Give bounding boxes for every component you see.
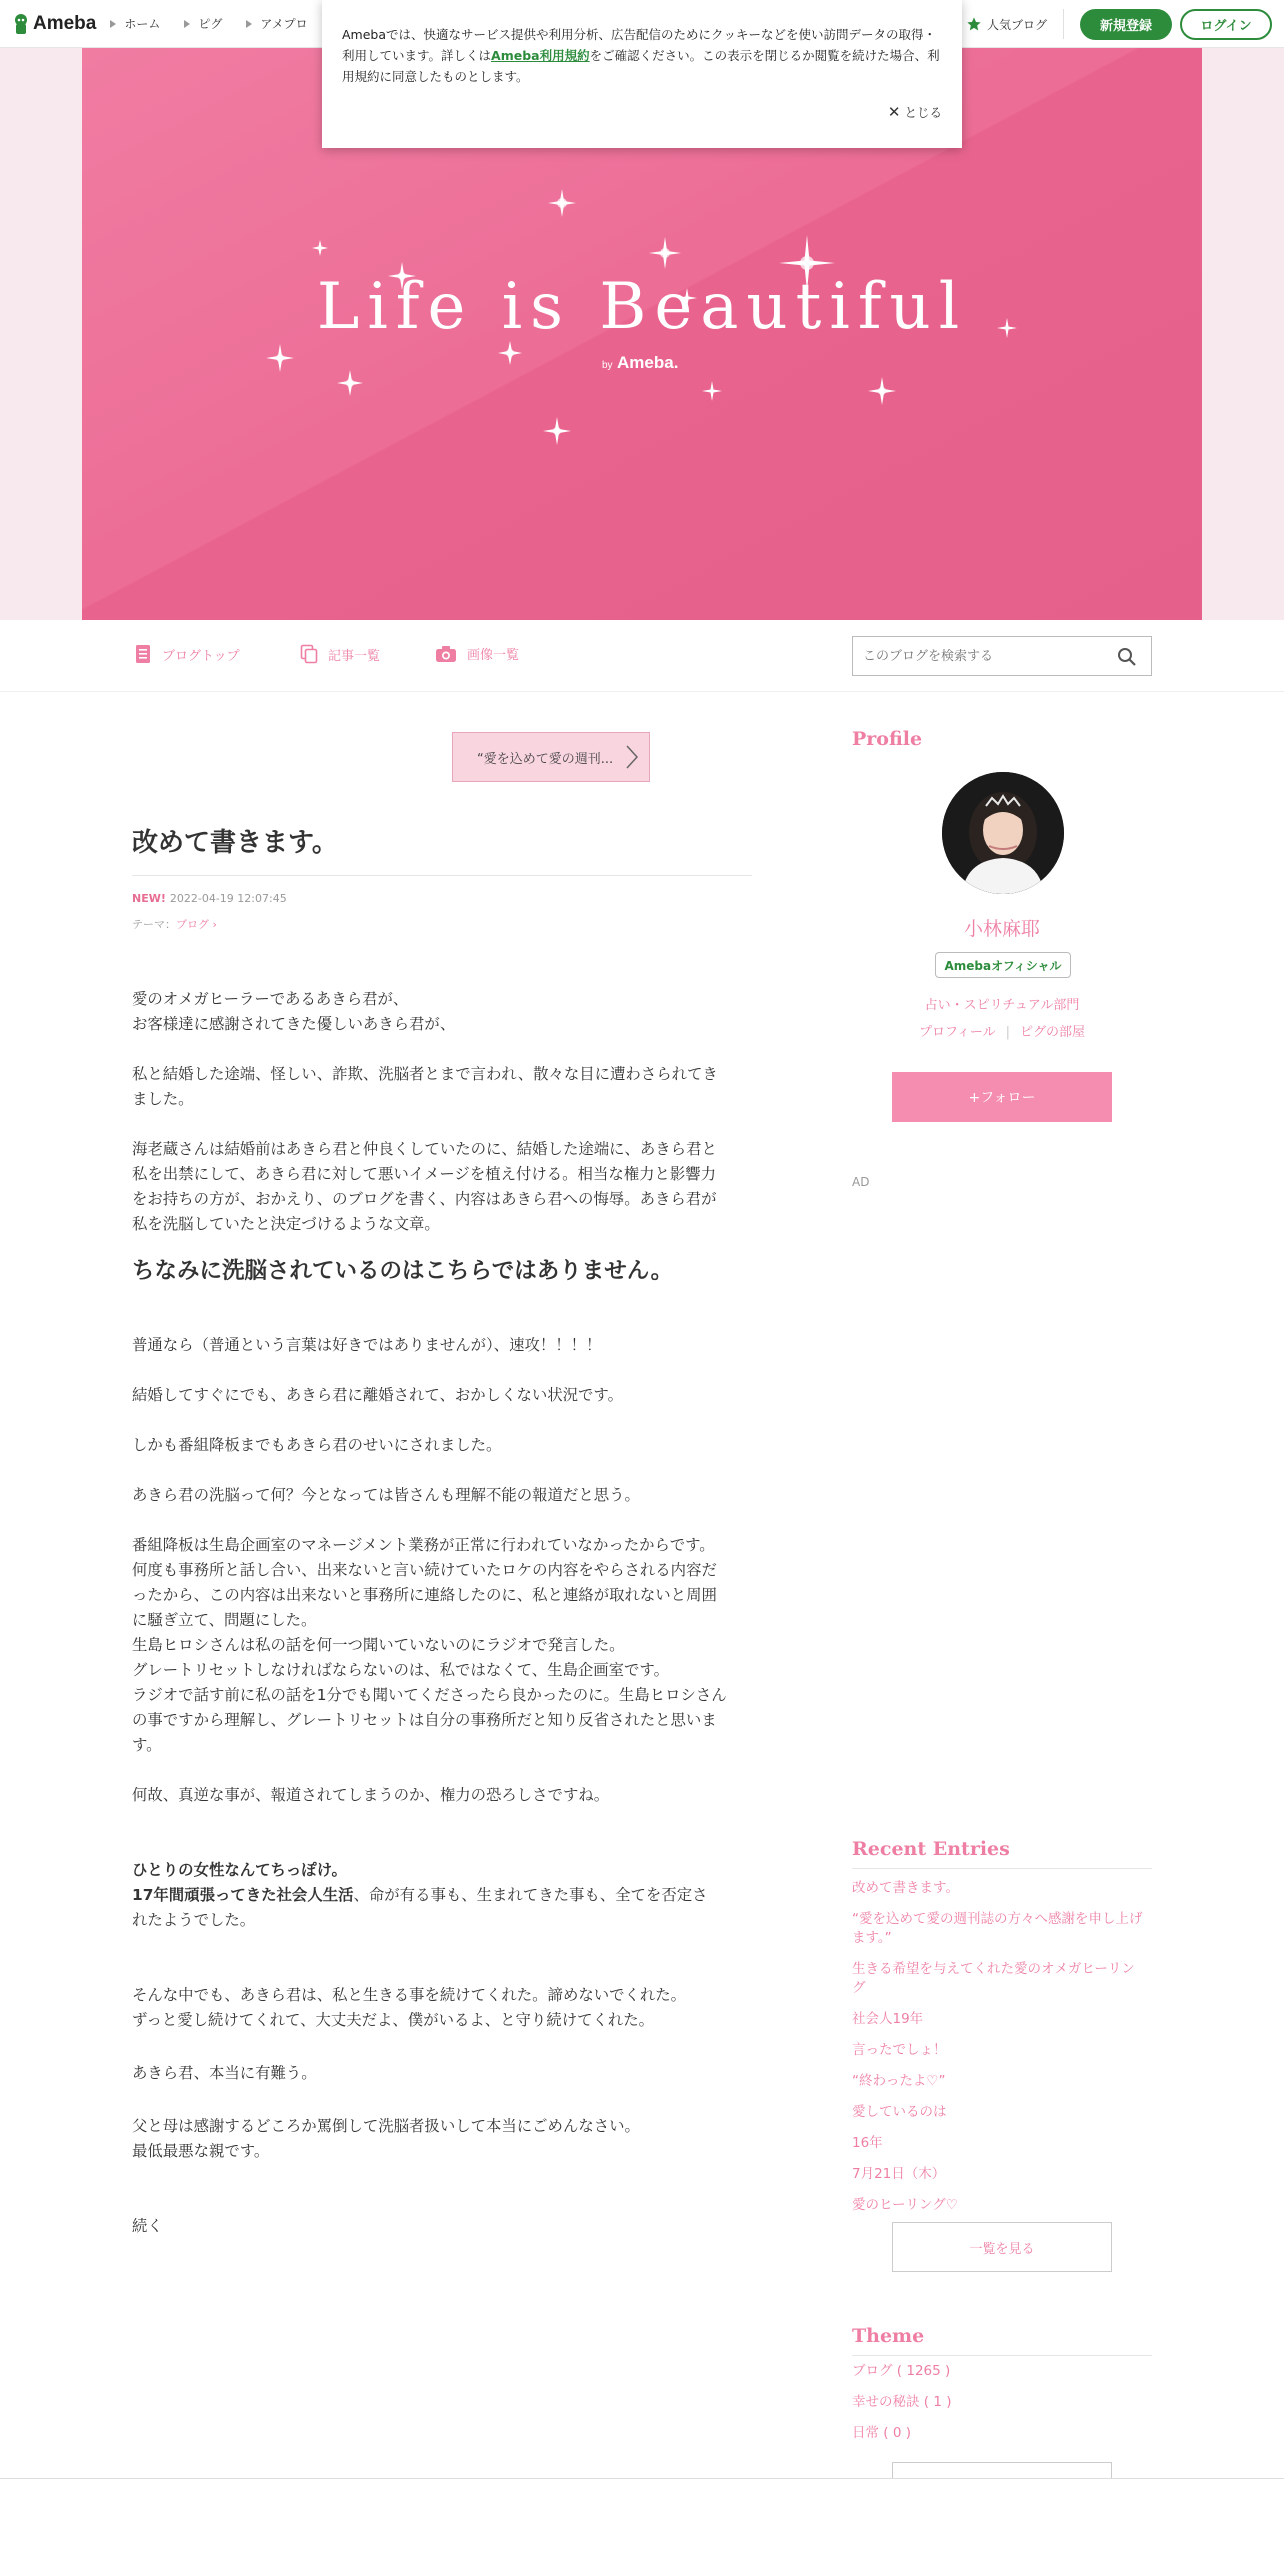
blog-navigation	[0, 620, 1284, 692]
see-all-entries-button[interactable]: 一覧を見る	[892, 2222, 1112, 2272]
caret-right-icon	[184, 20, 190, 28]
blog-search-input[interactable]	[863, 649, 1113, 664]
theme-heading: Theme	[852, 2325, 925, 2347]
theme-list	[852, 2362, 1152, 2443]
paragraph: 父と母は感謝するどころか罵倒して洗脳者扱いして本当にごめんなさい。 最低最悪な親です。	[132, 2117, 640, 2160]
paragraph: 番組降板は生島企画室のマネージメント業務が正常に行われていなかったからです。 何度も事務所と話し合い、出来ないと言い続けていたロケの内容をやらされる内容だ ったから、この内容は出来ないと事務所に連絡したのに、私と連絡が取れないと周囲 に騒ぎ立て、問題にした。 生島ヒロシさんは私の話を何一つ聞いていないのにラジオで発言した。 グレートリセットしなければならないのは、私ではなくて、生島企画室です。 ラジオで話す前に私の話を1分でも聞いてくださったら良かったのに。生島ヒロシさん の事ですから理解し、グレートリセットは自分の事務所だと知り反省されたと思いま す。	[132, 1536, 727, 1754]
entry-title: 改めて書きます。	[132, 828, 338, 858]
popular-blogs-link[interactable]	[966, 9, 1064, 39]
nav-image-list-label: 画像一覧	[467, 648, 520, 663]
paragraph: 海老蔵さんは結婚前はあきら君と仲良くしていたのに、結婚した途端に、あきら君と 私を出禁にして、あきら君に対して悪いイメージを植え付ける。相当な権力と影響力 をお持ちの方が、おかえり、のブログを書く、内容はあきら君への悔辱。あきら君が 私を洗脳していたと決定づけるような文章。	[132, 1140, 717, 1233]
paragraph: 続く	[132, 2217, 163, 2235]
entry-theme	[132, 916, 217, 932]
recent-entry-link[interactable]: 愛しているのは	[852, 2104, 947, 2120]
previous-entry-button[interactable]	[452, 732, 650, 782]
cookie-message	[342, 24, 940, 87]
recent-entry-link[interactable]: 言ったでしょ！	[852, 2042, 947, 2058]
close-icon: ✕	[887, 103, 901, 121]
paragraph: ひとりの女性なんてちっぽけ。 17年間頑張ってきた社会人生活、命が有る事も、生まれてきた事も、全てを否定さ れたようでした。	[132, 1861, 708, 1929]
profile-name[interactable]: 小林麻耶	[963, 918, 1040, 940]
search-icon[interactable]	[1117, 647, 1137, 667]
ameba-logo[interactable]	[12, 12, 96, 36]
profile-link[interactable]: プロフィール	[918, 1025, 996, 1040]
title-divider	[132, 875, 752, 876]
paragraph: 普通なら（普通という言葉は好きではありませんが）、速攻！！！！	[132, 1336, 602, 1354]
avatar-photo	[942, 772, 1064, 894]
ad-label: AD	[852, 1175, 870, 1189]
nav-blog-top[interactable]	[134, 644, 240, 664]
theme-label: テーマ：	[132, 918, 176, 931]
copy-icon	[300, 644, 318, 664]
paragraph: 何故、真逆な事が、報道されてしまうのか、権力の恐ろしさですね。	[132, 1786, 610, 1804]
theme-link[interactable]: 日常 ( 0 )	[852, 2425, 911, 2441]
theme-link[interactable]: 幸せの秘訣 ( 1 )	[852, 2394, 952, 2410]
recent-entry-link[interactable]: 改めて書きます。	[852, 1880, 959, 1896]
theme-link[interactable]: ブログ ›	[176, 918, 217, 931]
theme-section	[852, 2325, 1152, 2455]
blog-title: Life is Beautiful	[316, 270, 968, 344]
recent-entries-heading: Recent Entries	[852, 1838, 1010, 1860]
login-button[interactable]: ログイン	[1180, 9, 1272, 40]
avatar[interactable]	[942, 772, 1064, 894]
register-button[interactable]: 新規登録	[1080, 9, 1172, 40]
by-ameba-mark	[602, 353, 678, 373]
cookie-close-button[interactable]	[888, 102, 942, 123]
recent-entry-link[interactable]: “愛を込めて愛の週刊誌の方々へ感謝を申し上げ ます。”	[852, 1911, 1143, 1946]
blog-search-box	[852, 636, 1152, 676]
nav-amepro[interactable]	[246, 15, 307, 32]
logo-text: Ameba	[33, 12, 97, 34]
paragraph: 私と結婚した途端、怪しい、詐欺、洗脳者とまで言われ、散々な目に遭わさられてき ました。	[132, 1065, 718, 1108]
paragraph: そんな中でも、あきら君は、私と生きる事を続けてくれた。諦めないでくれた。 ずっと愛し続けてくれて、大丈夫だよ、僕がいるよ、と守り続けてくれた。	[132, 1986, 687, 2029]
official-badge: Amebaオフィシャル	[935, 952, 1071, 978]
recent-entry-link[interactable]: “終わったよ♡”	[852, 2073, 946, 2089]
nav-pigg[interactable]	[184, 15, 222, 32]
follow-button[interactable]: +フォロー	[892, 1072, 1112, 1122]
body-heading: ちなみに洗脳されているのはこちらではありません。	[132, 1258, 674, 1284]
paragraph: 愛のオメガヒーラーであるあきら君が、 お客様達に感謝されてきた優しいあきら君が、	[132, 990, 456, 1033]
section-divider	[852, 1868, 1152, 1869]
cookie-consent-popup	[322, 0, 962, 148]
new-badge: NEW!	[132, 892, 166, 905]
document-icon	[134, 644, 152, 664]
entry-meta	[132, 892, 287, 905]
caret-right-icon	[110, 20, 116, 28]
chevron-right-icon	[625, 744, 639, 770]
profile-links	[852, 1021, 1152, 1040]
nav-entry-list-label: 記事一覧	[328, 648, 381, 664]
ameba-mascot-icon	[12, 12, 30, 36]
nav-image-list[interactable]	[435, 644, 519, 663]
nav-entry-list[interactable]	[300, 644, 380, 664]
previous-entry-label: “愛を込めて愛の週刊...	[477, 751, 614, 767]
cookie-text-before: Amebaでは、快適なサービス提供や利用分析、広告配信のためにクッキーなどを使い訪問データの取得・利用しています。詳しくは	[342, 27, 937, 63]
pigg-room-link[interactable]: ピグの部屋	[1020, 1025, 1086, 1040]
nav-blog-top-label: ブログトップ	[162, 648, 240, 664]
entry-datetime: 2022-04-19 12:07:45	[169, 892, 287, 905]
nav-home-label: ホーム	[124, 17, 161, 31]
camera-icon	[435, 645, 457, 663]
star-icon	[966, 16, 982, 32]
link-separator: |	[1005, 1025, 1011, 1040]
by-label: by	[602, 360, 613, 371]
paragraph: 結婚してすぐにでも、あきら君に離婚されて、おかしくない状況です。	[132, 1386, 623, 1404]
ameba-brand-label: Ameba.	[617, 353, 679, 372]
recent-entry-link[interactable]: 16年	[852, 2135, 883, 2151]
recent-entry-link[interactable]: 生きる希望を与えてくれた愛のオメガヒーリン グ	[852, 1961, 1135, 1996]
header-actions	[966, 0, 1272, 48]
bottom-bar	[0, 2478, 1284, 2568]
theme-link-label: ブログ	[176, 918, 209, 931]
terms-link[interactable]: Ameba利用規約	[491, 48, 590, 63]
entry-body	[132, 987, 752, 2239]
nav-home[interactable]	[110, 15, 160, 32]
cookie-text-after: をご確認ください。この表示を閉じるか閲覧を続けた場合、利用規約に同意したものとします。	[342, 48, 940, 84]
paragraph: あきら君、本当に有難う。	[132, 2064, 317, 2082]
profile-heading: Profile	[852, 728, 923, 750]
paragraph: あきら君の洗脳って何？今となっては皆さんも理解不能の報道だと思う。	[132, 1486, 640, 1504]
section-divider	[852, 2355, 1152, 2356]
nav-amepro-label: アメプロ	[260, 17, 308, 31]
profile-category-link[interactable]: 占い・スピリチュアル部門	[924, 998, 1080, 1013]
caret-right-icon	[246, 20, 252, 28]
recent-entries-section	[852, 1838, 1152, 2257]
paragraph: しかも番組降板までもあきら君のせいにされました。	[132, 1436, 502, 1454]
recent-entry-link[interactable]: 社会人19年	[852, 2011, 924, 2027]
recent-entry-link[interactable]: 愛のヒーリング♡	[852, 2197, 958, 2213]
cookie-close-label: とじる	[904, 105, 942, 120]
recent-entries-list	[852, 1879, 1152, 2215]
nav-pigg-label: ピグ	[198, 17, 223, 31]
theme-link[interactable]: ブログ ( 1265 )	[852, 2363, 951, 2379]
global-nav	[110, 15, 331, 32]
recent-entry-link[interactable]: 7月21日（木）	[852, 2166, 946, 2182]
popular-blogs-label: 人気ブログ	[986, 17, 1047, 32]
